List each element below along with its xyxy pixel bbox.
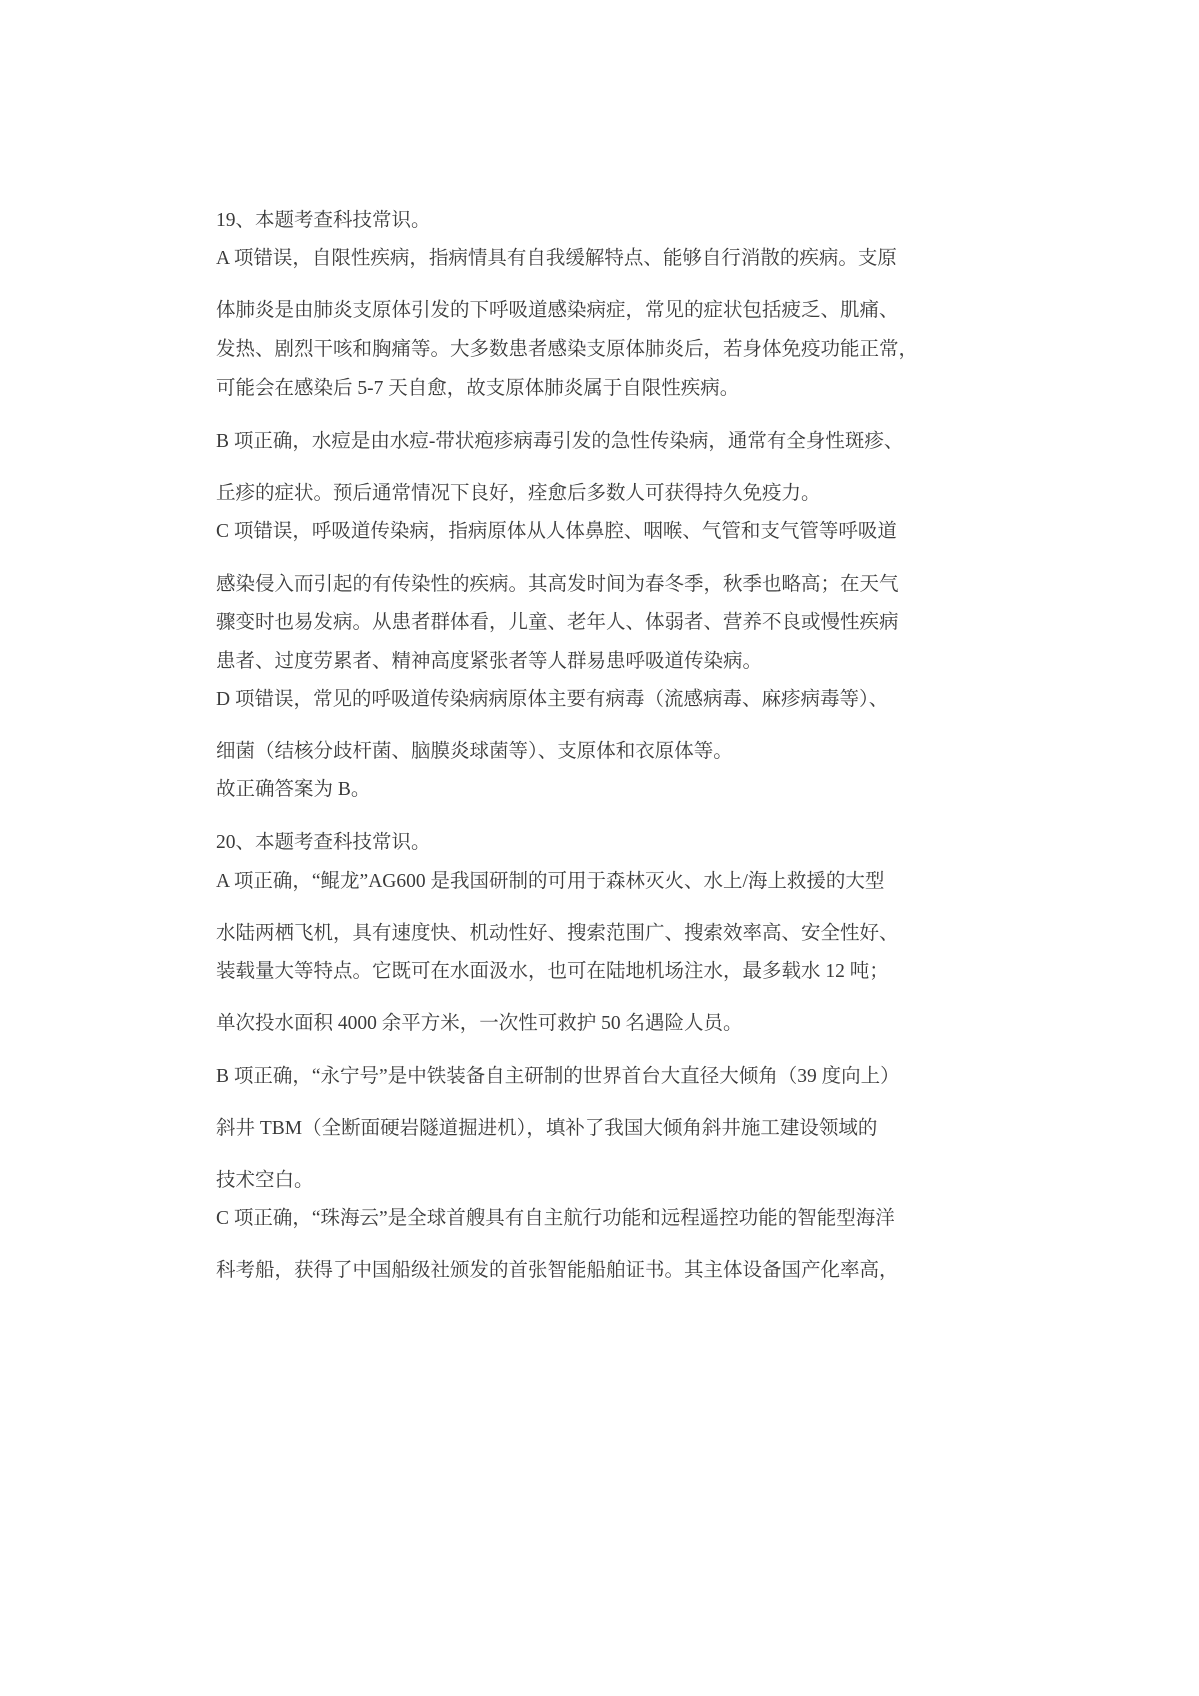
q19-option-a-line: 可能会在感染后 5-7 天自愈，故支原体肺炎属于自限性疾病。 (216, 378, 740, 399)
q20-option-b-line: 斜井 TBM（全断面硬岩隧道掘进机），填补了我国大倾角斜井施工建设领域的 (216, 1118, 878, 1139)
q19-option-b-line: B 项正确，水痘是由水痘-带状疱疹病毒引发的急性传染病，通常有全身性斑疹、 (216, 431, 904, 452)
q19-option-d-line: 细菌（结核分歧杆菌、脑膜炎球菌等）、支原体和衣原体等。 (216, 741, 733, 762)
q19-option-a-line: 体肺炎是由肺炎支原体引发的下呼吸道感染病症，常见的症状包括疲乏、肌痛、 (216, 300, 899, 321)
q19-option-c-line: C 项错误，呼吸道传染病，指病原体从人体鼻腔、咽喉、气管和支气管等呼吸道 (216, 521, 897, 542)
q20-option-a-line: 单次投水面积 4000 余平方米，一次性可救护 50 名遇险人员。 (216, 1013, 743, 1034)
q19-option-b-line: 丘疹的症状。预后通常情况下良好，痊愈后多数人可获得持久免疫力。 (216, 483, 821, 504)
q19-option-a-line: 发热、剧烈干咳和胸痛等。大多数患者感染支原体肺炎后，若身体免疫功能正常， (216, 339, 919, 360)
q20-option-c-line: 科考船，获得了中国船级社颁发的首张智能船舶证书。其主体设备国产化率高， (216, 1260, 899, 1281)
q20-option-b-line: B 项正确，“永宁号”是中铁装备自主研制的世界首台大直径大倾角（39 度向上） (216, 1066, 900, 1087)
q20-option-a-line: 装载量大等特点。它既可在水面汲水，也可在陆地机场注水，最多载水 12 吨； (216, 961, 889, 982)
q19-option-c-line: 患者、过度劳累者、精神高度紧张者等人群易患呼吸道传染病。 (216, 651, 763, 672)
q20-option-b-line: 技术空白。 (216, 1170, 314, 1191)
q19-option-a-line: A 项错误，自限性疾病，指病情具有自我缓解特点、能够自行消散的疾病。支原 (216, 248, 897, 269)
q19-option-c-line: 感染侵入而引起的有传染性的疾病。其高发时间为春冬季，秋季也略高；在天气 (216, 574, 899, 595)
q20-heading: 20、本题考查科技常识。 (216, 832, 431, 853)
q19-option-c-line: 骤变时也易发病。从患者群体看，儿童、老年人、体弱者、营养不良或慢性疾病 (216, 612, 899, 633)
q19-option-d-line: D 项错误，常见的呼吸道传染病病原体主要有病毒（流感病毒、麻疹病毒等）、 (216, 689, 889, 710)
q19-heading: 19、本题考查科技常识。 (216, 210, 431, 231)
q20-option-a-line: A 项正确，“鲲龙”AG600 是我国研制的可用于森林灭火、水上/海上救援的大型 (216, 871, 885, 892)
q19-answer: 故正确答案为 B。 (216, 779, 371, 800)
q20-option-c-line: C 项正确，“珠海云”是全球首艘具有自主航行功能和远程遥控功能的智能型海洋 (216, 1208, 895, 1229)
q20-option-a-line: 水陆两栖飞机，具有速度快、机动性好、搜索范围广、搜索效率高、安全性好、 (216, 923, 899, 944)
